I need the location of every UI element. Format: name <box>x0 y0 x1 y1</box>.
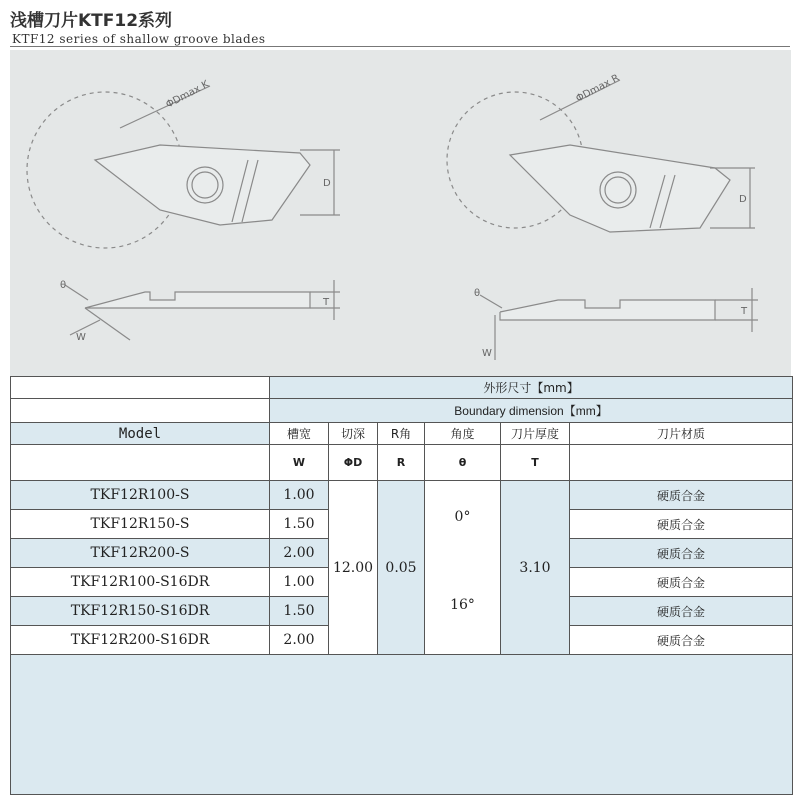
model-header: Model <box>11 423 270 445</box>
left-top-view <box>27 86 340 248</box>
right-t-label: T <box>741 306 748 317</box>
dimension-header-en: Boundary dimension【mm】 <box>270 399 793 423</box>
model-spacer-sym <box>11 445 270 481</box>
depth-value: 12.00 <box>329 481 378 655</box>
right-side-view <box>480 288 758 360</box>
page-title-cn: 浅槽刀片KTF12系列 <box>10 11 173 31</box>
col-header-width: 槽宽 <box>270 423 329 445</box>
right-d-label: D <box>739 194 747 205</box>
table-row-material: 硬质合金 <box>570 568 793 597</box>
right-insert-outline <box>510 145 730 232</box>
technical-drawing <box>10 50 791 376</box>
angle-cell <box>425 481 501 655</box>
table-row-model: TKF12R200-S <box>11 539 270 568</box>
sym-thickness: T <box>501 445 570 481</box>
right-angle-label: θ <box>474 288 481 299</box>
left-insert-side <box>85 292 310 308</box>
r-value: 0.05 <box>378 481 425 655</box>
sym-angle: θ <box>425 445 501 481</box>
dimension-header-cn: 外形尺寸【mm】 <box>270 377 793 399</box>
table-row-material: 硬质合金 <box>570 626 793 655</box>
sym-width: W <box>270 445 329 481</box>
col-header-r: R角 <box>378 423 425 445</box>
col-header-material: 刀片材质 <box>570 423 793 445</box>
table-row-width: 1.50 <box>270 597 329 626</box>
left-d-label: D <box>323 178 331 189</box>
table-row-width: 2.00 <box>270 539 329 568</box>
col-header-thickness: 刀片厚度 <box>501 423 570 445</box>
sym-material <box>570 445 793 481</box>
table-row-material: 硬质合金 <box>570 539 793 568</box>
table-row-material: 硬质合金 <box>570 481 793 510</box>
table-row-model: TKF12R150-S16DR <box>11 597 270 626</box>
table-row-model: TKF12R150-S <box>11 510 270 539</box>
left-side-view <box>65 280 340 340</box>
spec-table <box>10 376 793 795</box>
angle-value-s16dr: 16° <box>450 597 475 613</box>
left-w-label: W <box>76 332 86 343</box>
left-insert-outline <box>95 145 310 225</box>
right-top-view <box>447 80 755 232</box>
sym-r: R <box>378 445 425 481</box>
table-row-material: 硬质合金 <box>570 597 793 626</box>
left-t-label: T <box>323 297 330 308</box>
model-spacer-mid <box>11 399 270 423</box>
table-row-width: 1.00 <box>270 568 329 597</box>
table-row-width: 2.00 <box>270 626 329 655</box>
table-row-model: TKF12R200-S16DR <box>11 626 270 655</box>
table-row-width: 1.00 <box>270 481 329 510</box>
right-insert-side <box>500 300 715 320</box>
table-row-width: 1.50 <box>270 510 329 539</box>
table-row-model: TKF12R100-S16DR <box>11 568 270 597</box>
left-angle-label: θ <box>60 280 67 291</box>
right-diameter-label: ΦDmax R <box>574 72 622 105</box>
right-w-label: W <box>482 348 492 359</box>
col-header-angle: 角度 <box>425 423 501 445</box>
table-footer-blank <box>11 655 793 795</box>
page-title-en: KTF12 series of shallow groove blades <box>12 32 266 46</box>
angle-value-s: 0° <box>454 509 471 525</box>
title-divider <box>10 46 790 47</box>
left-diameter-label: ΦDmax K <box>164 78 212 111</box>
model-spacer-top <box>11 377 270 399</box>
sym-depth: ΦD <box>329 445 378 481</box>
table-row-material: 硬质合金 <box>570 510 793 539</box>
table-row-model: TKF12R100-S <box>11 481 270 510</box>
thickness-value: 3.10 <box>501 481 570 655</box>
col-header-depth: 切深 <box>329 423 378 445</box>
